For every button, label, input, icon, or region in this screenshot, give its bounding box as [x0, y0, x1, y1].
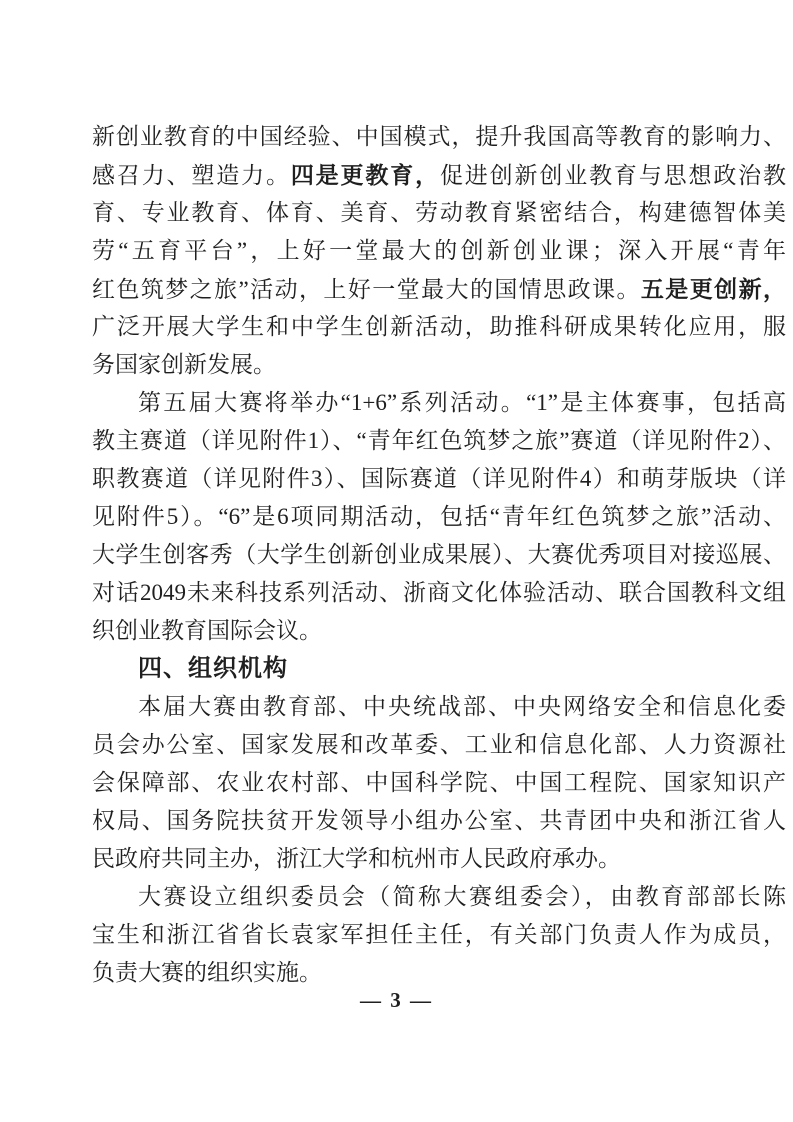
text-segment: 见附件5）。“6”是6项同期活动，包括“青年红色筑梦之旅”活动、	[92, 504, 786, 529]
text-line	[92, 688, 786, 726]
text-segment: 育、专业教育、体育、美育、劳动教育紧密结合，构建德智体美	[92, 200, 786, 225]
text-segment: 权局、国务院扶贫开发领导小组办公室、共青团中央和浙江省人	[92, 808, 786, 833]
text-segment: 务国家创新发展。	[92, 352, 276, 377]
text-segment: 对话2049未来科技系列活动、浙商文化体验活动、联合国教科文组	[92, 580, 786, 605]
text-line	[92, 954, 786, 992]
text-line	[92, 916, 786, 954]
bold-emphasis: 四是更教育，	[290, 162, 440, 188]
page-number: — 3 —	[360, 988, 433, 1012]
text-segment: 大赛设立组织委员会（简称大赛组委会），由教育部部长陈	[138, 884, 786, 909]
text-line	[92, 194, 786, 232]
text-segment: 负责大赛的组织实施。	[92, 960, 322, 985]
text-segment: 第五届大赛将举办“1+6”系列活动。“1”是主体赛事，包括高	[138, 390, 786, 415]
text-line	[92, 460, 786, 498]
text-line	[92, 156, 786, 194]
text-line	[92, 574, 786, 612]
text-line	[92, 422, 786, 460]
text-segment: 员会办公室、国家发展和改革委、工业和信息化部、人力资源社	[92, 732, 786, 757]
text-line	[92, 346, 786, 384]
text-segment: 会保障部、农业农村部、中国科学院、中国工程院、国家知识产	[92, 770, 786, 795]
text-segment: 促进创新创业教育与思想政治教	[439, 163, 786, 188]
text-segment: 红色筑梦之旅”活动，上好一堂最大的国情思政课。	[92, 277, 641, 302]
text-line	[92, 384, 786, 422]
text-line	[92, 764, 786, 802]
text-line	[92, 232, 786, 270]
text-line	[92, 536, 786, 574]
text-segment: 民政府共同主办，浙江大学和杭州市人民政府承办。	[92, 846, 621, 871]
text-segment: 宝生和浙江省省长袁家军担任主任，有关部门负责人作为成员，	[92, 922, 786, 947]
text-line	[92, 726, 786, 764]
text-segment: 感召力、塑造力。	[92, 163, 291, 188]
text-line	[92, 612, 786, 650]
text-segment: 劳“五育平台”，上好一堂最大的创新创业课；深入开展“青年	[92, 238, 786, 263]
section-heading	[92, 650, 786, 688]
text-line	[92, 308, 786, 346]
text-segment: 织创业教育国际会议。	[92, 618, 322, 643]
text-segment: 广泛开展大学生和中学生创新活动，助推科研成果转化应用，服	[92, 314, 786, 339]
text-segment: 四、组织机构	[138, 655, 288, 682]
text-segment: 职教赛道（详见附件3）、国际赛道（详见附件4）和萌芽版块（详	[92, 466, 786, 491]
text-segment: 大学生创客秀（大学生创新创业成果展）、大赛优秀项目对接巡展、	[92, 542, 786, 567]
text-line	[92, 118, 786, 156]
text-segment: 教主赛道（详见附件1）、“青年红色筑梦之旅”赛道（详见附件2）、	[92, 428, 786, 453]
document-body	[92, 118, 786, 992]
text-line	[92, 802, 786, 840]
text-segment: 新创业教育的中国经验、中国模式，提升我国高等教育的影响力、	[92, 124, 786, 149]
text-segment: 本届大赛由教育部、中央统战部、中央网络安全和信息化委	[138, 694, 786, 719]
bold-emphasis: 五是更创新，	[640, 276, 786, 302]
text-line	[92, 840, 786, 878]
text-line	[92, 270, 786, 308]
text-line	[92, 498, 786, 536]
text-line	[92, 878, 786, 916]
